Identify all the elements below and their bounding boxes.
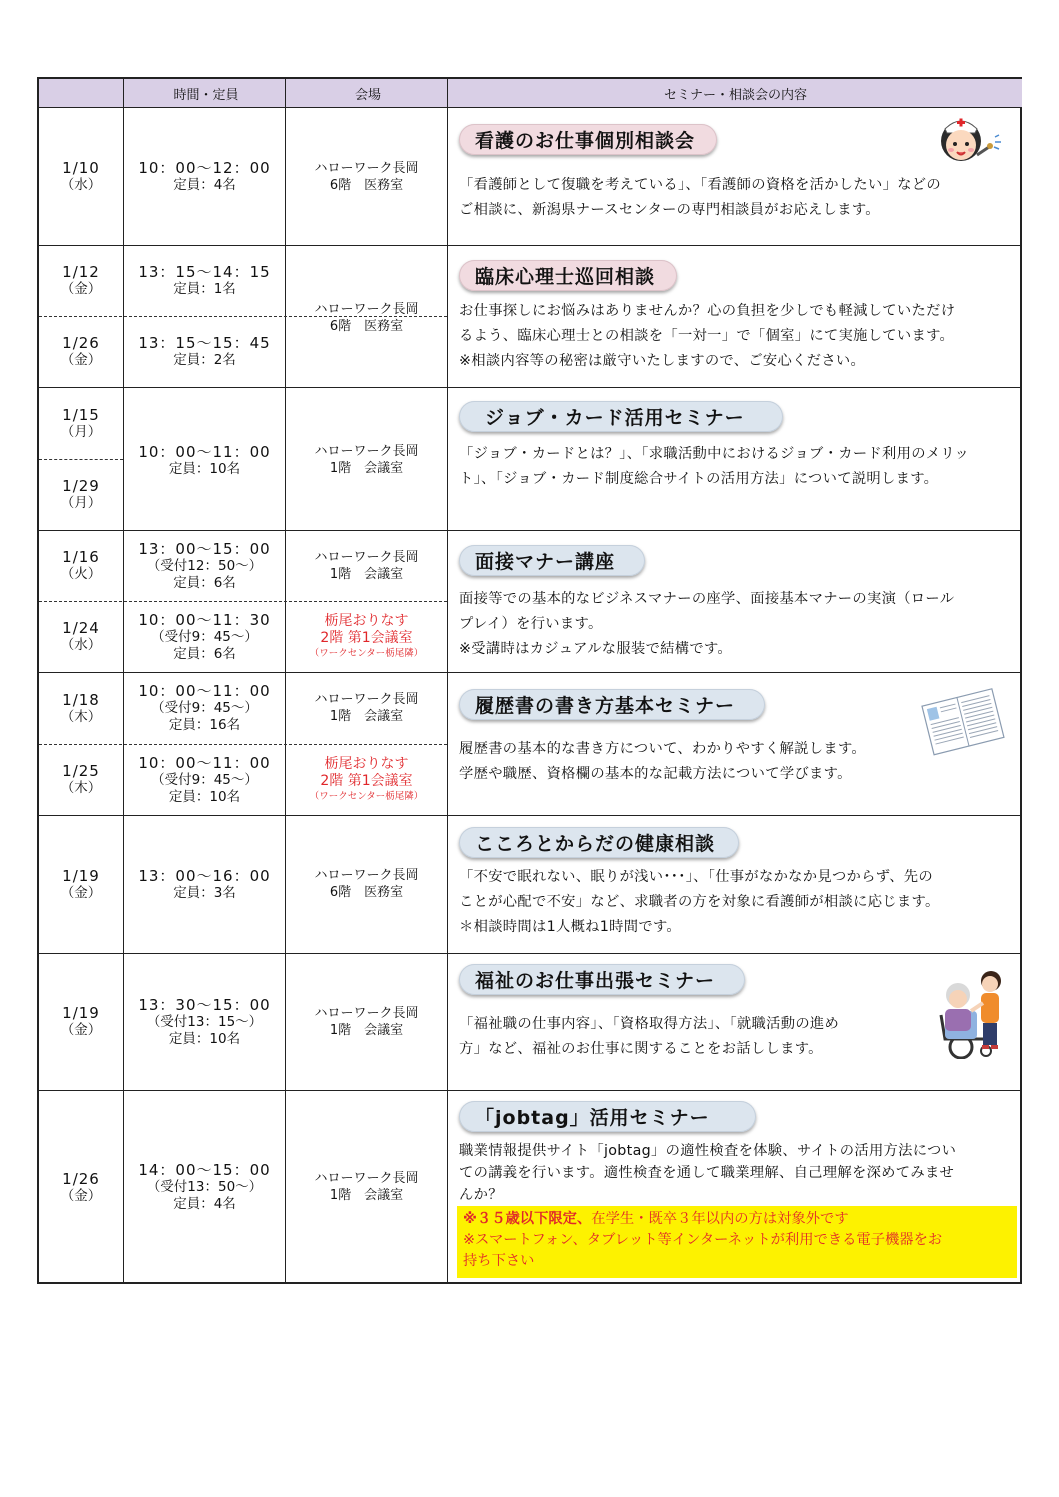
capacity: 定員：6名	[173, 574, 236, 591]
capacity: 定員：16名	[168, 717, 241, 733]
capacity: 定員：10名	[168, 788, 241, 805]
reception-time: （受付9：45〜）	[151, 771, 258, 788]
day-of-week: （木）	[60, 780, 102, 796]
venue-note: （ワークセンター栃尾隣）	[309, 791, 424, 802]
capacity: 定員：4名	[173, 177, 236, 193]
day-of-week: （金）	[60, 281, 102, 297]
time: 10：00〜11：00	[138, 443, 271, 461]
seminar-title: こころとからだの健康相談	[459, 827, 739, 858]
seminar-description: 職業情報提供サイト「jobtag」の適性検査を体験、サイトの活用方法につい ての講義を行います。適性検査を通して職業理解、自己理解を深めてみませ んか？	[459, 1143, 957, 1203]
time-cell	[124, 953, 285, 1090]
time-cell	[124, 672, 285, 744]
venue-room: 6階 医務室	[329, 319, 404, 334]
time: 13：15〜14：15	[138, 263, 271, 281]
capacity: 定員：10名	[168, 1030, 241, 1047]
notice-text: ※スマートフォン、タブレット等インターネットが利用できる電子機器をお	[463, 1232, 943, 1248]
date-cell	[39, 530, 123, 601]
time: 10：00〜11：00	[138, 753, 271, 772]
date: 1/29	[62, 477, 100, 495]
reception-time: （受付9：45〜）	[151, 700, 258, 716]
seminar-title: 履歴書の書き方基本セミナー	[459, 689, 765, 720]
date-cell	[39, 245, 123, 316]
date-cell	[39, 744, 123, 815]
day-of-week: （金）	[60, 884, 102, 901]
venue-cell	[286, 815, 447, 953]
day-of-week: （木）	[60, 708, 102, 725]
time: 10：00〜11：00	[138, 682, 271, 700]
seminar-description: 「看護師として復職を考えている」、「看護師の資格を活かしたい」などの ご相談に、新潟県ナースセンターの専門相談員がお応えします。	[459, 177, 941, 218]
nurse-icon	[937, 115, 1007, 169]
venue-cell	[286, 530, 447, 601]
day-of-week: （月）	[60, 495, 102, 511]
seminar-title: 面接マナー講座	[459, 545, 645, 576]
venue-room: 1階 会議室	[329, 1188, 404, 1203]
time: 14：00〜15：00	[138, 1161, 271, 1179]
seminar-title: 臨床心理士巡回相談	[459, 260, 677, 291]
seminar-description: お仕事探しにお悩みはありませんか？心の負担を少しでも軽減していただけ るよう、臨床心理士との相談を「一対一」で「個室」にて実施しています。 ※相談内容等の秘密は厳守いたしますので、ご安心ください。	[459, 303, 956, 369]
venue-cell	[286, 108, 447, 245]
venue-name: ハローワーク長岡	[314, 302, 419, 317]
date: 1/12	[62, 263, 100, 281]
date: 1/24	[62, 619, 100, 637]
venue-name: ハローワーク長岡	[314, 692, 419, 707]
time: 13：15〜15：45	[138, 334, 271, 352]
reception-time: （受付12：50〜）	[146, 557, 263, 574]
header-content: セミナー・相談会の内容	[449, 79, 1022, 108]
venue-name: 栃尾おりなす	[324, 613, 409, 629]
day-of-week: （火）	[60, 566, 102, 582]
venue-name: ハローワーク長岡	[314, 1005, 419, 1021]
date: 1/16	[62, 548, 100, 566]
day-of-week: （金）	[60, 352, 102, 368]
venue-cell	[286, 387, 447, 530]
seminar-description: 履歴書の基本的な書き方について、わかりやすく解説します。 学歴や職歴、資格欄の基本的な記載方法について学びます。	[459, 741, 866, 782]
venue-room: 2階 第1会議室	[320, 630, 413, 646]
capacity: 定員：2名	[173, 352, 236, 368]
date: 1/26	[62, 334, 100, 352]
capacity: 定員：3名	[173, 884, 236, 901]
venue-cell	[286, 1090, 447, 1284]
date-cell	[39, 108, 123, 245]
seminar-title: ジョブ・カード活用セミナー	[459, 401, 783, 432]
notice-text: 持ち下さい	[463, 1253, 535, 1269]
date: 1/25	[62, 762, 100, 780]
date: 1/18	[62, 690, 100, 709]
date-cell	[39, 815, 123, 953]
document-icon	[917, 687, 1007, 757]
venue-room: 2階 第1会議室	[320, 773, 413, 789]
seminar-description: 「不安で眠れない、眠りが浅い･･･」、「仕事がなかなか見つからず、先の ことが心配で不安」など、求職者の方を対象に看護師が相談に応じます。 ＊相談時間は1人概ね1時間です。	[459, 869, 940, 935]
venue-name: ハローワーク長岡	[314, 868, 419, 883]
notice-text: 在学生・既卒３年以内の方は対象外です	[591, 1211, 849, 1227]
date-cell	[39, 672, 123, 744]
venue-room: 1階 会議室	[329, 566, 404, 582]
eligibility-notice	[457, 1206, 1017, 1278]
date-cell	[39, 953, 123, 1090]
venue-room: 1階 会議室	[329, 709, 404, 724]
reception-time: （受付9：45〜）	[151, 628, 258, 645]
venue-room: 1階 会議室	[329, 1022, 404, 1038]
date: 1/19	[62, 1004, 100, 1022]
date-cell	[39, 387, 123, 459]
venue-cell	[286, 744, 447, 815]
notice-emphasis: ※３５歳以下限定、	[463, 1211, 592, 1227]
venue-name: ハローワーク長岡	[314, 549, 419, 565]
venue-cell	[286, 672, 447, 744]
seminar-title: 「jobtag」活用セミナー	[459, 1101, 756, 1132]
seminar-description: 「ジョブ・カードとは？」、「求職活動中におけるジョブ・カード利用のメリッ ト」、「ジョブ・カード制度総合サイトの活用方法」について説明します。	[459, 446, 970, 487]
venue-cell	[286, 953, 447, 1090]
date-cell	[39, 1090, 123, 1284]
venue-name: ハローワーク長岡	[314, 444, 419, 459]
date: 1/19	[62, 866, 100, 885]
capacity: 定員：1名	[173, 281, 236, 297]
reception-time: （受付13：15〜）	[146, 1013, 263, 1030]
time-cell	[124, 1090, 285, 1284]
venue-room: 1階 会議室	[329, 461, 404, 476]
header-time: 時間・定員	[125, 79, 287, 108]
time-cell	[124, 316, 285, 387]
header-venue: 会場	[287, 79, 449, 108]
time: 10：00〜12：00	[138, 159, 271, 177]
seminar-title: 福祉のお仕事出張セミナー	[459, 964, 745, 995]
capacity: 定員：4名	[173, 1196, 236, 1212]
time-cell	[124, 387, 285, 530]
venue-cell	[286, 601, 447, 672]
time-cell	[124, 601, 285, 672]
capacity: 定員：10名	[168, 461, 241, 477]
column-divider	[447, 79, 448, 1282]
time-cell	[124, 744, 285, 815]
caregiver-wheelchair-icon	[931, 965, 1011, 1059]
date: 1/15	[62, 405, 100, 424]
date-cell	[39, 601, 123, 672]
date: 1/26	[62, 1169, 100, 1188]
time: 10：00〜11：30	[138, 610, 271, 629]
capacity: 定員：6名	[173, 645, 236, 662]
time: 13：00〜15：00	[138, 539, 271, 558]
time-cell	[124, 815, 285, 953]
day-of-week: （金）	[60, 1187, 102, 1204]
reception-time: （受付13：50〜）	[146, 1179, 263, 1195]
time: 13：30〜15：00	[138, 995, 271, 1014]
seminar-table	[37, 77, 1022, 1284]
venue-name: ハローワーク長岡	[314, 160, 419, 176]
date-cell	[39, 459, 123, 530]
seminar-description: 「福祉職の仕事内容」、「資格取得方法」、「就職活動の進め 方」など、福祉のお仕事に関することをお話しします。	[459, 1016, 840, 1057]
venue-room: 6階 医務室	[329, 177, 404, 193]
date: 1/10	[62, 159, 100, 177]
header-date	[39, 79, 125, 108]
seminar-title: 看護のお仕事個別相談会	[459, 124, 717, 155]
venue-name: 栃尾おりなす	[324, 756, 409, 772]
time-cell	[124, 245, 285, 316]
seminar-description: 面接等での基本的なビジネスマナーの座学、面接基本マナーの実演（ロール プレイ）を行います。 ※受講時はカジュアルな服装で結構です。	[459, 591, 955, 657]
venue-note: （ワークセンター栃尾隣）	[309, 648, 424, 659]
venue-room: 6階 医務室	[329, 885, 404, 900]
date-cell	[39, 316, 123, 387]
day-of-week: （金）	[60, 1022, 102, 1038]
venue-cell	[286, 245, 447, 387]
day-of-week: （水）	[60, 177, 102, 193]
time: 13：00〜16：00	[138, 866, 271, 885]
time-cell	[124, 108, 285, 245]
day-of-week: （水）	[60, 637, 102, 653]
day-of-week: （月）	[60, 423, 102, 440]
time-cell	[124, 530, 285, 601]
venue-name: ハローワーク長岡	[314, 1171, 419, 1186]
